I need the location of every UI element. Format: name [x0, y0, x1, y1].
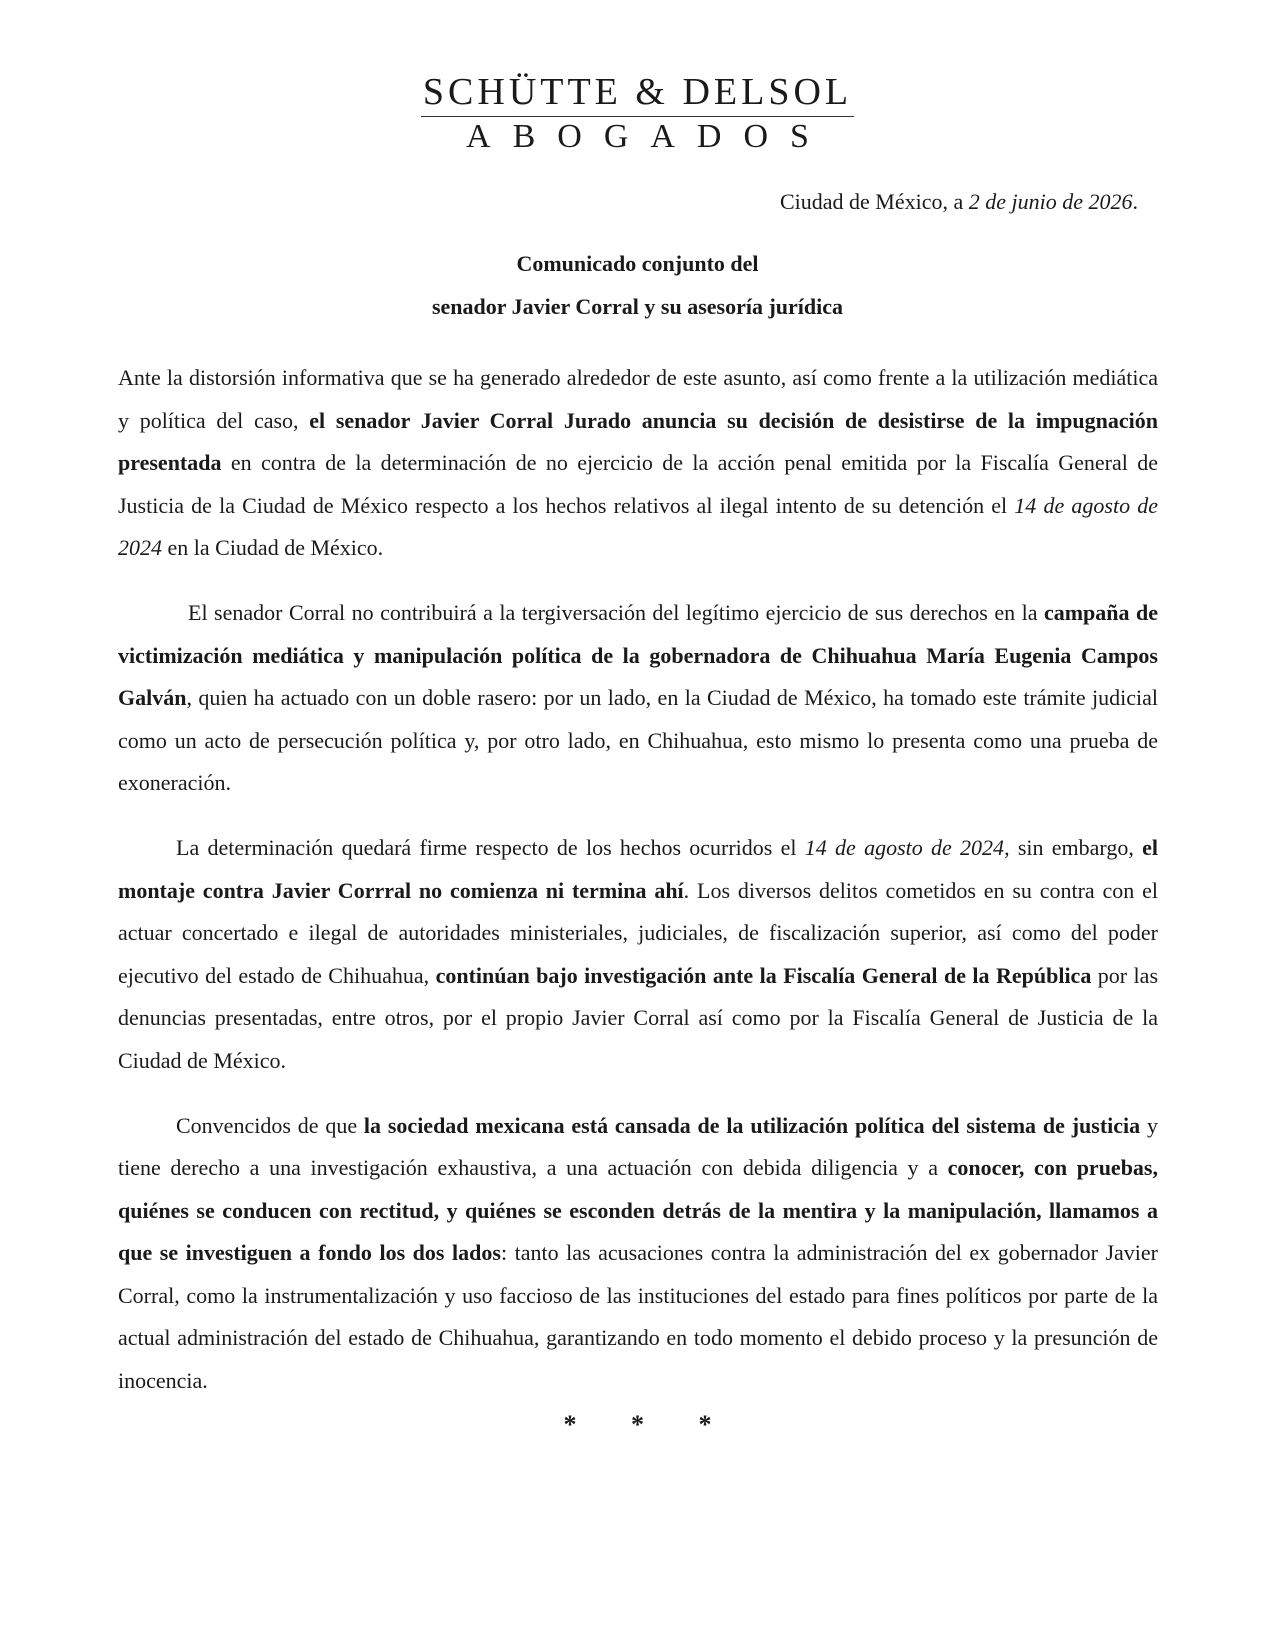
document-body — [118, 357, 1158, 1425]
p4-bold-d: conocer, con pruebas, quiénes se conducen con rectitud, y quiénes se esconden detrás de la mentira y la manipulación, llamamos a que se investiguen a fondo los dos lados — [118, 1155, 1158, 1266]
p1-italic-date: 14 de agosto de 2024 — [118, 492, 1159, 561]
firm-subtitle: ABOGADOS — [466, 118, 831, 155]
p1-bold-b: el senador Javier Corral Jurado anuncia su decisión de desistirse de la impugnación presentada — [118, 407, 1158, 476]
p3-text-g: por las denuncias presentadas, entre otros, por el propio Javier Corral así como por la Fiscalía General de Justicia de la Ciudad de México. — [118, 962, 1158, 1073]
document-title — [0, 242, 1275, 328]
p3-text-a: La determinación quedará firme respecto de los hechos ocurridos el — [176, 834, 805, 860]
p3-text-c: , sin embargo, — [1004, 834, 1143, 860]
p3-bold-f: continúan bajo investigación ante la Fiscalía General de la República — [435, 962, 1092, 988]
p4-text-e: : tanto las acusaciones contra la administración del ex gobernador Javier Corral, como la instrumentalización y uso faccioso de las instituciones del estado para fines políticos por parte de la actual administración del estado de Chihuahua, garantizando en todo momento el debido proceso y la presunción de inocencia. — [118, 1240, 1158, 1394]
dateline-suffix: . — [1132, 189, 1138, 214]
p4-text-a: Convencidos de que — [176, 1112, 364, 1138]
dateline-prefix: Ciudad de México, a — [779, 189, 969, 214]
title-line-2: senador Javier Corral y su asesoría jurídica — [431, 294, 844, 319]
p4-bold-b: la sociedad mexicana está cansada de la utilización política del sistema de justicia — [363, 1112, 1141, 1138]
closing-asterisks: * * * — [563, 1410, 712, 1439]
paragraph-3 — [118, 827, 1158, 1083]
firm-name: SCHÜTTE & DELSOL — [421, 70, 854, 117]
p1-text-c: en contra de la determinación de no ejercicio de la acción penal emitida por la Fiscalía General de Justicia de la Ciudad de México respecto a los hechos relativos al ilegal intento de su detención el — [118, 450, 1158, 518]
p2-text-a: El senador Corral no contribuirá a la tergiversación del legítimo ejercicio de sus derechos en la — [188, 599, 1044, 625]
p3-text-e: . Los diversos delitos cometidos en su contra con el actuar concertado e ilegal de autoridades ministeriales, judiciales, de fiscalización superior, así como del poder ejecutivo del estado de Chihuahua, — [118, 877, 1158, 988]
p2-bold-b: campaña de victimización mediática y manipulación política de la gobernadora de Chihuahua María Eugenia Campos Galván — [118, 599, 1158, 711]
title-line-1: Comunicado conjunto del — [516, 251, 759, 276]
dateline — [780, 187, 1138, 217]
p1-text-e: en la Ciudad de México. — [162, 535, 384, 561]
p3-italic-date: 14 de agosto de 2024 — [804, 834, 1005, 860]
dateline-date: 2 de junio de 2026 — [968, 189, 1133, 214]
letterhead — [0, 70, 1275, 157]
p1-text-a: Ante la distorsión informativa que se ha generado alrededor de este asunto, así como frente a la utilización mediática y política del caso, — [118, 365, 1158, 433]
paragraph-2 — [118, 592, 1158, 805]
p3-bold-d: el montaje contra Javier Corrral no comienza ni termina ahí — [118, 834, 1159, 903]
p4-text-c: y tiene derecho a una investigación exhaustiva, a una actuación con debida diligencia y a — [118, 1112, 1159, 1181]
paragraph-4 — [118, 1105, 1158, 1403]
p2-text-c: , quien ha actuado con un doble rasero: por un lado, en la Ciudad de México, ha tomado este trámite judicial como un acto de persecución política y, por otro lado, en Chihuahua, esto mismo lo presenta como una prueba de exoneración. — [118, 685, 1158, 796]
paragraph-1 — [118, 357, 1158, 570]
